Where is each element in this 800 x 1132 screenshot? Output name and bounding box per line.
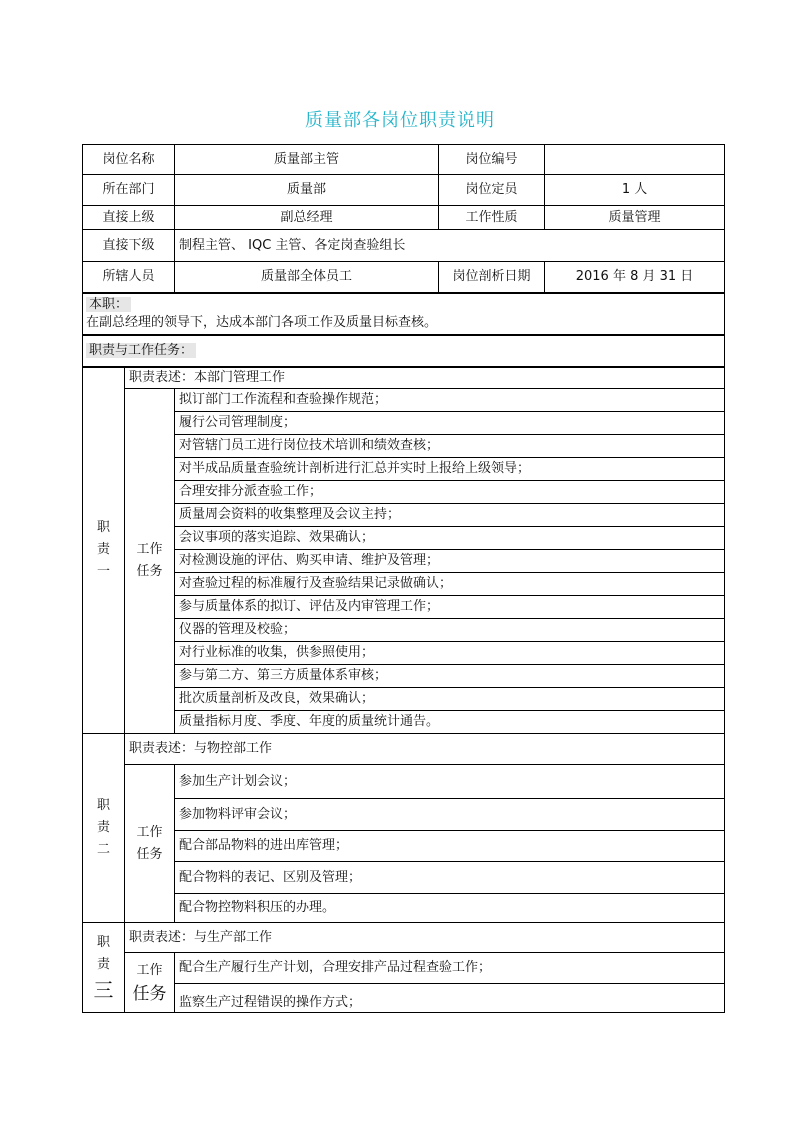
duty2-task: 配合物控物料积压的办理。 <box>175 894 725 923</box>
value-superior: 副总经理 <box>175 206 439 230</box>
duty1-task-row <box>83 711 725 734</box>
duty1-task-row <box>83 596 725 619</box>
row-main-duty <box>83 293 725 335</box>
value-subordinate: 制程主管、 IQC 主管、各定岗查验组长 <box>175 230 725 262</box>
duty2-task-row <box>83 862 725 894</box>
duty3-task-row <box>83 984 725 1013</box>
duty1-task-row <box>83 642 725 665</box>
label-department: 所在部门 <box>83 175 175 206</box>
duty1-task: 拟订部门工作流程和查验操作规范； <box>175 389 725 412</box>
duty1-statement: 职责表述：本部门管理工作 <box>125 367 725 389</box>
duty1-task-row <box>83 619 725 642</box>
duty2-task: 参加生产计划会议； <box>175 765 725 799</box>
duty-table-wrap <box>82 144 724 1013</box>
value-work-nature: 质量管理 <box>545 206 725 230</box>
duty1-task: 会议事项的落实追踪、效果确认； <box>175 527 725 550</box>
duty1-task: 对半成品质量查验统计剖析进行汇总并实时上报给上级领导； <box>175 458 725 481</box>
value-department: 质量部 <box>175 175 439 206</box>
duty1-task-row <box>83 550 725 573</box>
duty1-task: 对行业标准的收集，供参照使用； <box>175 642 725 665</box>
value-position-code <box>545 145 725 175</box>
duty2-task-row <box>83 894 725 923</box>
duty2-task: 配合部品物料的进出库管理； <box>175 831 725 862</box>
duty-table <box>82 144 725 1013</box>
main-duty-label: 本职： <box>86 297 131 312</box>
duty1-task-row <box>83 481 725 504</box>
duty1-task-row <box>83 527 725 550</box>
duty1-task: 合理安排分派查验工作； <box>175 481 725 504</box>
duty2-task: 配合物料的表记、区别及管理； <box>175 862 725 894</box>
duty2-statement: 职责表述：与物控部工作 <box>125 734 725 765</box>
duties-header: 职责与工作任务： <box>86 343 196 358</box>
label-position-code: 岗位编号 <box>439 145 545 175</box>
duty2-side-label <box>83 734 125 923</box>
label-work-nature: 工作性质 <box>439 206 545 230</box>
label-subordinate: 直接下级 <box>83 230 175 262</box>
duty1-side-label <box>83 367 125 734</box>
duty1-task-row <box>83 665 725 688</box>
duty3-statement-row <box>83 923 725 953</box>
duty1-task: 质量周会资料的收集整理及会议主持； <box>175 504 725 527</box>
duty1-task: 对查验过程的标准履行及查验结果记录做确认； <box>175 573 725 596</box>
duty1-task-label <box>125 389 175 734</box>
duty1-side-char: 责 <box>96 542 110 558</box>
label-staff: 所辖人员 <box>83 262 175 293</box>
label-headcount: 岗位定员 <box>439 175 545 206</box>
duties-header-cell <box>83 335 725 367</box>
row-department <box>83 175 725 206</box>
duty3-side-label <box>83 923 125 1013</box>
page-title: 质量部各岗位职责说明 <box>305 110 495 131</box>
main-duty-cell <box>83 293 725 335</box>
duty1-task-row <box>83 435 725 458</box>
duty2-side-char: 二 <box>96 842 110 857</box>
duty3-task-label <box>125 953 175 1013</box>
duty1-task: 对管辖门员工进行岗位技术培训和绩效查核； <box>175 435 725 458</box>
duty1-task-row <box>83 458 725 481</box>
duty2-task-label-line: 工作 <box>136 824 163 840</box>
row-subordinate <box>83 230 725 262</box>
value-position-name: 质量部主管 <box>175 145 439 175</box>
duty1-task-row <box>83 688 725 711</box>
duty3-task: 配合生产履行生产计划，合理安排产品过程查验工作； <box>175 953 725 984</box>
duty3-side-char: 责 <box>96 956 110 972</box>
row-staff <box>83 262 725 293</box>
label-position-name: 岗位名称 <box>83 145 175 175</box>
duty2-task-label-line: 任务 <box>136 846 163 862</box>
value-analysis-date: 2016 年 8 月 31 日 <box>545 262 725 293</box>
duty1-task-row <box>83 573 725 596</box>
value-headcount: 1 人 <box>545 175 725 206</box>
duty1-task: 对检测设施的评估、购买申请、维护及管理； <box>175 550 725 573</box>
duty3-side-char: 三 <box>93 977 114 1002</box>
duty1-statement-row <box>83 367 725 389</box>
duty2-task: 参加物料评审会议； <box>175 799 725 831</box>
duty1-task-label-line: 任务 <box>136 564 163 579</box>
duty1-task-row <box>83 389 725 412</box>
label-analysis-date: 岗位剖析日期 <box>439 262 545 293</box>
row-position-name <box>83 145 725 175</box>
row-duties-header <box>83 335 725 367</box>
value-staff: 质量部全体员工 <box>175 262 439 293</box>
duty2-side-char: 职 <box>96 798 110 813</box>
duty2-side-char: 责 <box>96 820 110 835</box>
row-superior <box>83 206 725 230</box>
duty1-task: 仪器的管理及校验； <box>175 619 725 642</box>
duty1-task-row <box>83 412 725 435</box>
duty1-task-row <box>83 504 725 527</box>
duty1-task: 参与质量体系的拟订、评估及内审管理工作； <box>175 596 725 619</box>
duty3-statement: 职责表述：与生产部工作 <box>125 923 725 953</box>
duty3-task-label-line: 工作 <box>136 962 163 978</box>
duty1-task: 批次质量剖析及改良，效果确认； <box>175 688 725 711</box>
duty1-task: 履行公司管理制度； <box>175 412 725 435</box>
duty1-task: 质量指标月度、季度、年度的质量统计通告。 <box>175 711 725 734</box>
duty3-task-row <box>83 953 725 984</box>
duty3-task-label-line: 任务 <box>132 983 167 1004</box>
duty1-task-label-line: 工作 <box>136 542 163 557</box>
duty2-task-row <box>83 831 725 862</box>
duty2-task-row <box>83 799 725 831</box>
duty2-task-label <box>125 765 175 923</box>
duty2-task-row <box>83 765 725 799</box>
duty1-side-char: 一 <box>96 564 110 580</box>
duty2-statement-row <box>83 734 725 765</box>
label-superior: 直接上级 <box>83 206 175 230</box>
duty3-side-char: 职 <box>96 934 110 950</box>
duty1-task: 参与第二方、第三方质量体系审核； <box>175 665 725 688</box>
duty1-side-char: 职 <box>96 520 110 536</box>
main-duty-text: 在副总经理的领导下，达成本部门各项工作及质量目标查核。 <box>86 314 438 330</box>
duty3-task: 监察生产过程错误的操作方式； <box>175 984 725 1013</box>
